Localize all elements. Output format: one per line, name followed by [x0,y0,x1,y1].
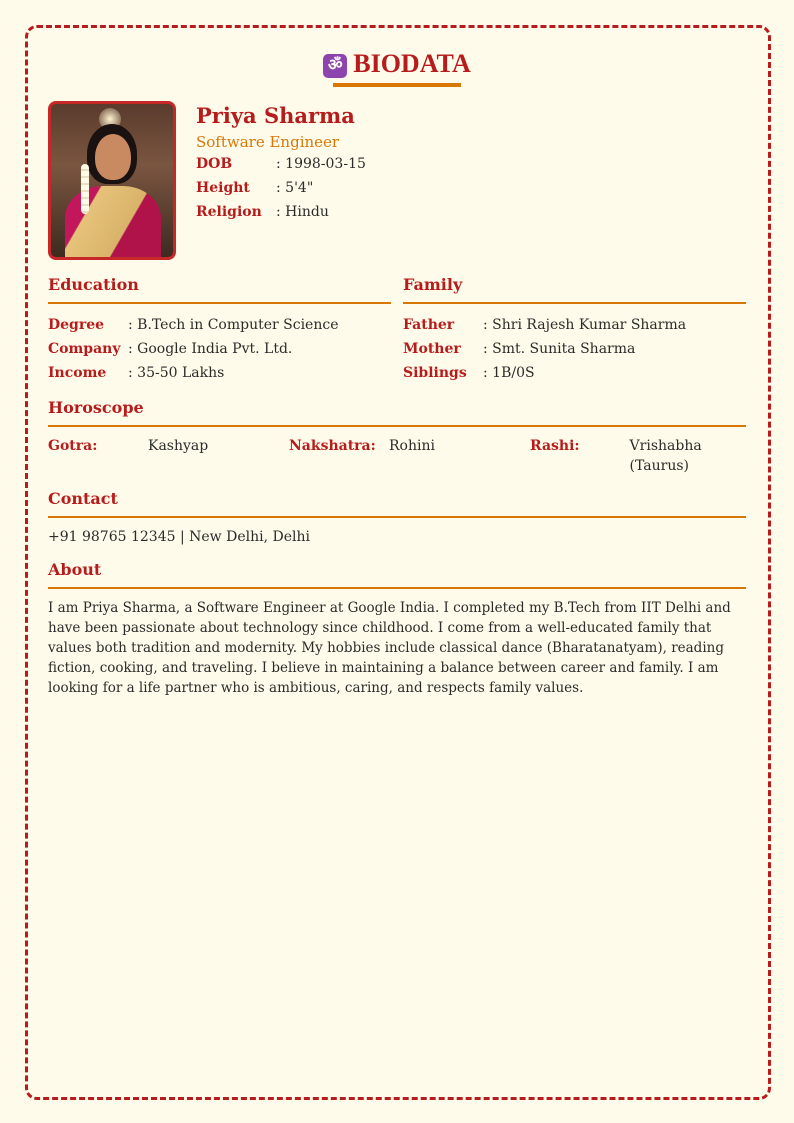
om-icon: ॐ [323,54,347,78]
section-heading: About [48,559,746,589]
detail-value: : 1998-03-15 [276,156,366,172]
detail-label: Height [196,180,250,196]
photo-face [95,134,131,180]
profile-name: Priya Sharma [196,103,355,128]
profile-section [48,101,746,260]
title-underline [333,83,461,87]
horoscope-value: Rohini [389,438,435,454]
horoscope-nakshatra [289,436,530,476]
education-row [48,361,391,385]
detail-label: Religion [196,204,262,220]
detail-row-religion [196,200,366,224]
contact-text: +91 98765 12345 | New Delhi, Delhi [48,529,310,545]
horoscope-label: Rashi: [530,438,580,454]
horoscope-value: Kashyap [148,438,209,454]
section-heading: Contact [48,488,746,518]
horoscope-section [48,397,746,476]
about-text: I am Priya Sharma, a Software Engineer at Google India. I completed my B.Tech from IIT Delhi and have been passionate about technology since childhood. I come from a well-educated family that values both tradition and modernity. My hobbies include classical dance (Bharatanatyam), reading fiction, cooking, and traveling. I believe in maintaining a balance between career and family. I am looking for a life partner who is ambitious, caring, and respects family values. [48,600,731,696]
family-row [403,361,746,385]
section-heading: Education [48,274,391,304]
row-value: : Smt. Sunita Sharma [483,341,636,357]
detail-value: : 5'4" [276,180,314,196]
row-label: Siblings [403,365,467,381]
page-title [48,49,746,79]
education-row [48,337,391,361]
detail-value: : Hindu [276,204,329,220]
family-section [403,274,746,385]
detail-label: DOB [196,156,233,172]
detail-row-height [196,176,366,200]
row-value: : B.Tech in Computer Science [128,317,339,333]
education-row [48,313,391,337]
row-value: : Google India Pvt. Ltd. [128,341,293,357]
row-value: : Shri Rajesh Kumar Sharma [483,317,687,333]
education-family-row [48,274,746,385]
section-heading: Family [403,274,746,304]
row-value: : 1B/0S [483,365,535,381]
horoscope-label: Gotra: [48,438,98,454]
row-label: Company [48,341,121,357]
section-heading: Horoscope [48,397,746,427]
row-label: Income [48,365,107,381]
family-row [403,313,746,337]
row-label: Mother [403,341,461,357]
biodata-document [48,48,746,698]
family-row [403,337,746,361]
detail-row-dob [196,152,366,176]
profile-occupation: Software Engineer [196,133,340,151]
photo-flowers [81,164,89,214]
horoscope-label: Nakshatra: [289,438,376,454]
contact-section [48,488,746,547]
row-value: : 35-50 Lakhs [128,365,225,381]
photo-saree [65,186,161,260]
horoscope-rashi [530,436,746,476]
horoscope-value: Vrishabha (Taurus) [629,438,702,474]
education-section [48,274,391,385]
title-text: BIODATA [353,49,471,78]
about-section [48,559,746,698]
horoscope-row [48,436,746,476]
profile-photo [48,101,176,260]
row-label: Degree [48,317,105,333]
horoscope-gotra [48,436,289,476]
row-label: Father [403,317,455,333]
profile-info [196,101,366,260]
